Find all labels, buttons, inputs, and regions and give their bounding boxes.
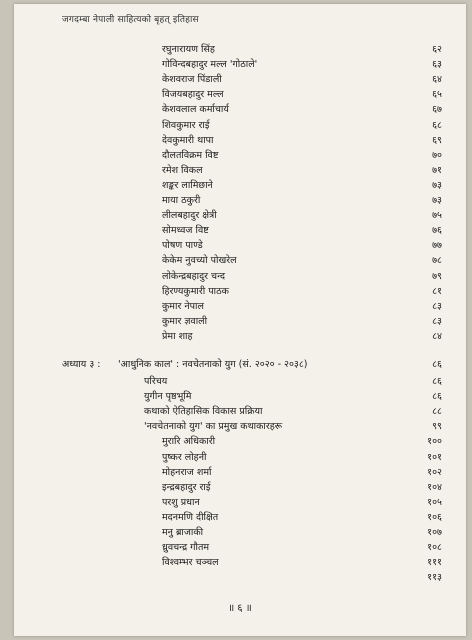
- contents-entry-page: १०७: [427, 527, 442, 538]
- contents-entry-name: केकेम नुवच्यो पोखरेल: [162, 255, 237, 267]
- contents-entry-name: देवकुमारी थापा: [162, 134, 214, 146]
- contents-entry-page: ७५: [432, 210, 442, 222]
- contents-entry-page: ७९: [432, 270, 442, 282]
- contents-entry-name: विजयबहादुर मल्ल: [162, 89, 224, 101]
- contents-entry-page: ८३: [432, 300, 442, 312]
- contents-entry-page: ७७: [432, 240, 442, 252]
- contents-entry-name: गोविन्दबहादुर मल्ल 'गोठाले': [162, 59, 258, 71]
- contents-entry-page: ६२: [432, 44, 442, 55]
- contents-entry-name: केशवलाल कर्माचार्य: [162, 104, 229, 116]
- contents-entry-page: ७१: [432, 164, 442, 176]
- contents-entry-page: ६८: [432, 119, 442, 131]
- contents-entry-name: प्रेमा शाह: [162, 330, 193, 342]
- contents-entry-name: कुमार ज्ञवाली: [162, 315, 208, 327]
- contents-entry-page: १०१: [427, 451, 442, 463]
- contents-entry-name: लीलबहादुर क्षेत्री: [162, 210, 217, 222]
- contents-entry-page: ७३: [432, 179, 442, 191]
- contents-entry-page: ११३: [427, 572, 442, 584]
- contents-entry-name: रमेश विकल: [162, 164, 203, 176]
- contents-entry-name: लोकेन्द्रबहादुर चन्द: [162, 270, 226, 282]
- contents-entry-page: ७६: [432, 225, 442, 237]
- chapter-page-number: ८६: [432, 359, 442, 370]
- contents-entry-name: शिवकुमार राई: [162, 119, 210, 131]
- contents-entry-page: ८४: [432, 330, 442, 342]
- contents-entry-name: मनु ब्राजाकी: [162, 527, 204, 538]
- contents-entry-page: ६७: [432, 104, 442, 116]
- page-footer: ॥ ६ ॥: [228, 603, 252, 614]
- contents-entry-name: केशवराज पिंडाली: [162, 74, 222, 86]
- contents-entry-name: इन्द्रबहादुर राई: [162, 481, 211, 493]
- contents-entry-page: ८८: [432, 406, 442, 418]
- contents-entry-name: मुरारि अधिकारी: [162, 436, 216, 448]
- contents-entry-name: मदनमणि दीक्षित: [162, 511, 219, 523]
- contents-entry-name: 'नवचेतनाको युग' का प्रमुख कथाकारहरू: [144, 421, 283, 433]
- contents-entry-page: ६३: [432, 59, 442, 71]
- running-header: जगदम्बा नेपाली साहित्यको बृहत् इतिहास: [62, 15, 199, 25]
- document-page: [14, 4, 466, 636]
- contents-entry-page: ७०: [432, 149, 442, 161]
- contents-entry-name: दौलतविक्रम विष्ट: [162, 149, 219, 161]
- contents-entry-name: परिचय: [144, 376, 168, 387]
- contents-entry-page: ६९: [432, 134, 442, 146]
- contents-entry-page: ७३: [432, 195, 442, 206]
- contents-entry-name: रघुनारायण सिंह: [162, 44, 215, 55]
- contents-entry-page: ८१: [432, 285, 442, 297]
- contents-entry-page: ६४: [432, 74, 442, 86]
- contents-entry-page: १००: [427, 436, 442, 448]
- contents-entry-page: ९९: [432, 421, 442, 433]
- contents-entry-page: १०८: [427, 542, 442, 554]
- chapter-title: 'आधुनिक काल' : नवचेतनाको युग (सं. २०२० - २०३८): [118, 359, 308, 370]
- contents-entry-name: सोमध्वज विष्ट: [162, 225, 209, 237]
- contents-entry-page: ८६: [432, 391, 442, 403]
- contents-entry-name: परशु प्रधान: [162, 496, 200, 508]
- contents-entry-page: १०४: [427, 481, 442, 493]
- chapter-label: अध्याय ३ :: [62, 359, 101, 370]
- contents-entry-page: ८६: [432, 376, 442, 387]
- contents-entry-page: १०६: [427, 511, 442, 523]
- contents-entry-page: १०५: [427, 496, 442, 508]
- contents-entry-page: ६५: [432, 89, 442, 101]
- contents-entry-name: युगीन पृष्ठभूमि: [144, 391, 192, 403]
- contents-entry-page: ८३: [432, 315, 442, 327]
- contents-entry-name: पुष्कर लोहनी: [162, 451, 207, 463]
- contents-entry-name: हिरण्यकुमारी पाठक: [162, 285, 229, 297]
- contents-entry-name: शङ्कर लामिछाने: [162, 179, 213, 191]
- contents-entry-page: १११: [427, 557, 442, 569]
- contents-entry-name: ध्रुवचन्द्र गौतम: [162, 542, 210, 554]
- contents-entry-name: माया ठकुरी: [162, 195, 201, 206]
- contents-entry-name: मोहनराज शर्मा: [162, 466, 212, 478]
- contents-entry-name: कथाको ऐतिहासिक विकास प्रक्रिया: [144, 406, 263, 418]
- contents-entry-page: १०२: [427, 466, 442, 478]
- contents-entry-page: ७८: [432, 255, 442, 267]
- contents-entry-name: विश्वम्भर चञ्चल: [162, 557, 219, 569]
- contents-entry-name: कुमार नेपाल: [162, 300, 204, 312]
- contents-entry-name: पोषण पाण्डे: [162, 240, 203, 252]
